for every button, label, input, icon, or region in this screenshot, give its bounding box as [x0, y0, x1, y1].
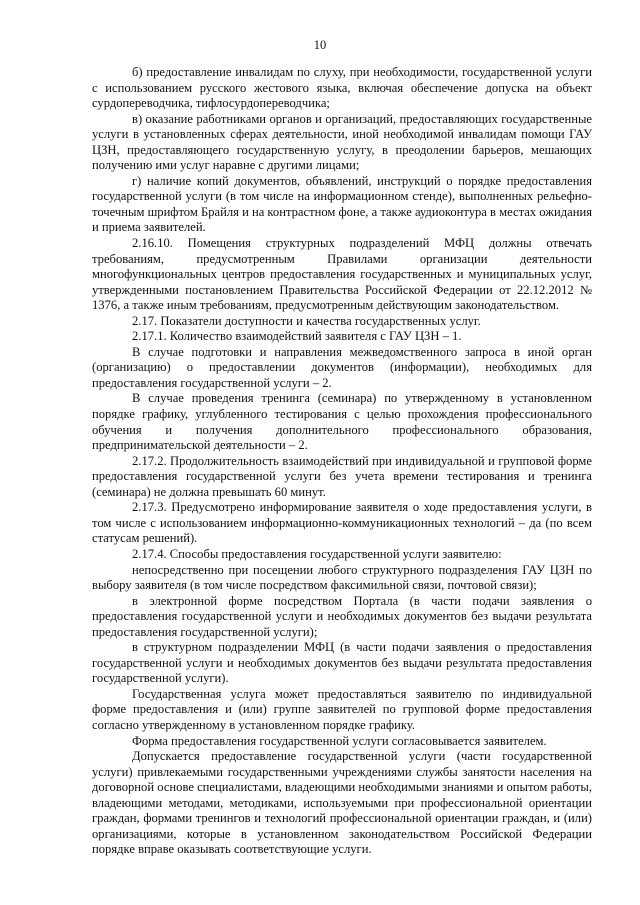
paragraph-2-17-1: 2.17.1. Количество взаимодействий заявителя с ГАУ ЦЗН – 1.: [132, 329, 462, 344]
paragraph-item-v: в) оказание работниками органов и организаций, предоставляющих государственные услуги в установленных сферах деятельности, иной необходимой инвалидам помощи ГАУ ЦЗН, предоставляющего государственную услугу, в преодолении барьеров, мешающих получению ими услуг наравне с другими лицами;: [92, 111, 592, 173]
paragraph-individual-group-form: Государственная услуга может предоставляться заявителю по индивидуальной форме предоставления и (или) группе заявителей по групповой форме предоставления согласно утвержденному в установленном порядке графику.: [92, 686, 592, 732]
paragraph-training-case: В случае проведения тренинга (семинара) по утвержденному в установленном порядке графику, углубленного тестирования с целью прохождения профессионального обучения и получения дополнительного профессионального образования, предпринимательской деятельности – 2.: [92, 391, 592, 453]
paragraph-form-agreed: Форма предоставления государственной услуги согласовывается заявителем.: [132, 733, 547, 748]
document-body: [92, 65, 592, 858]
paragraph-item-g: г) наличие копий документов, объявлений, инструкций о порядке предоставления государственной услуги (в том числе на информационном стенде), выполненных рельефно-точечным шрифтом Брайля и на контрастном фоне, а также аудиоконтура в местах ожидания и приема заявителей.: [92, 173, 592, 235]
paragraph-method-mfc: в структурном подразделении МФЦ (в части подачи заявления о предоставления государственной услуги и необходимых документов без выдачи результата предоставления государственной услуги).: [92, 640, 592, 686]
page-number: 10: [313, 38, 327, 52]
paragraph-2-17-3: 2.17.3. Предусмотрено информирование заявителя о ходе предоставления услуги, в том числе с использованием информационно-коммуникационных технологий – да (по всем статусам решений).: [92, 500, 592, 546]
paragraph-2-17-heading: 2.17. Показатели доступности и качества государственных услуг.: [132, 313, 481, 328]
paragraph-item-b: б) предоставление инвалидам по слуху, при необходимости, государственной услуги с использованием русского жестового языка, включая обеспечение допуска на объект сурдопереводчика, тифлосурдопереводчика;: [92, 65, 592, 111]
paragraph-2-17-2: 2.17.2. Продолжительность взаимодействий при индивидуальной и групповой форме предоставления государственной услуги без учета времени тестирования и тренинга (семинара) не должна превышать 60 минут.: [92, 453, 592, 499]
paragraph-2-17-4: 2.17.4. Способы предоставления государственной услуги заявителю:: [132, 546, 502, 561]
paragraph-method-portal: в электронной форме посредством Портала (в части подачи заявления о предоставления государственной услуги и необходимых документов без выдачи результата предоставления государственной услуги);: [92, 593, 592, 639]
paragraph-interdepartmental-request: В случае подготовки и направления межведомственного запроса в иной орган (организацию) о предоставлении документов (информации), необходимых для предоставления государственной услуги – 2.: [92, 344, 592, 390]
paragraph-method-in-person: непосредственно при посещении любого структурного подразделения ГАУ ЦЗН по выбору заявителя (в том числе посредством факсимильной связи, почтовой связи);: [92, 562, 592, 593]
paragraph-contracted-specialists: Допускается предоставление государственной услуги (части государственной услуги) привлекаемыми государственными учреждениями службы занятости населения на договорной основе специалистами, владеющими необходимыми знаниями и опытом работы, владеющими методами, методиками, используемыми при профессиональной ориентации граждан, формами тренингов и технологий профессиональной ориентации граждан, и (или) организациями, которые в установленном законодательством Российской Федерации порядке вправе оказывать соответствующие услуги.: [92, 749, 593, 857]
paragraph-2-16-10: 2.16.10. Помещения структурных подразделений МФЦ должны отвечать требованиям, предусмотренным Правилами организации деятельности многофункциональных центров предоставления государственных и муниципальных услуг, утвержденными постановлением Правительства Российской Федерации от 22.12.2012 № 1376, а также иным требованиям, предусмотренным действующим законодательством.: [92, 236, 592, 313]
